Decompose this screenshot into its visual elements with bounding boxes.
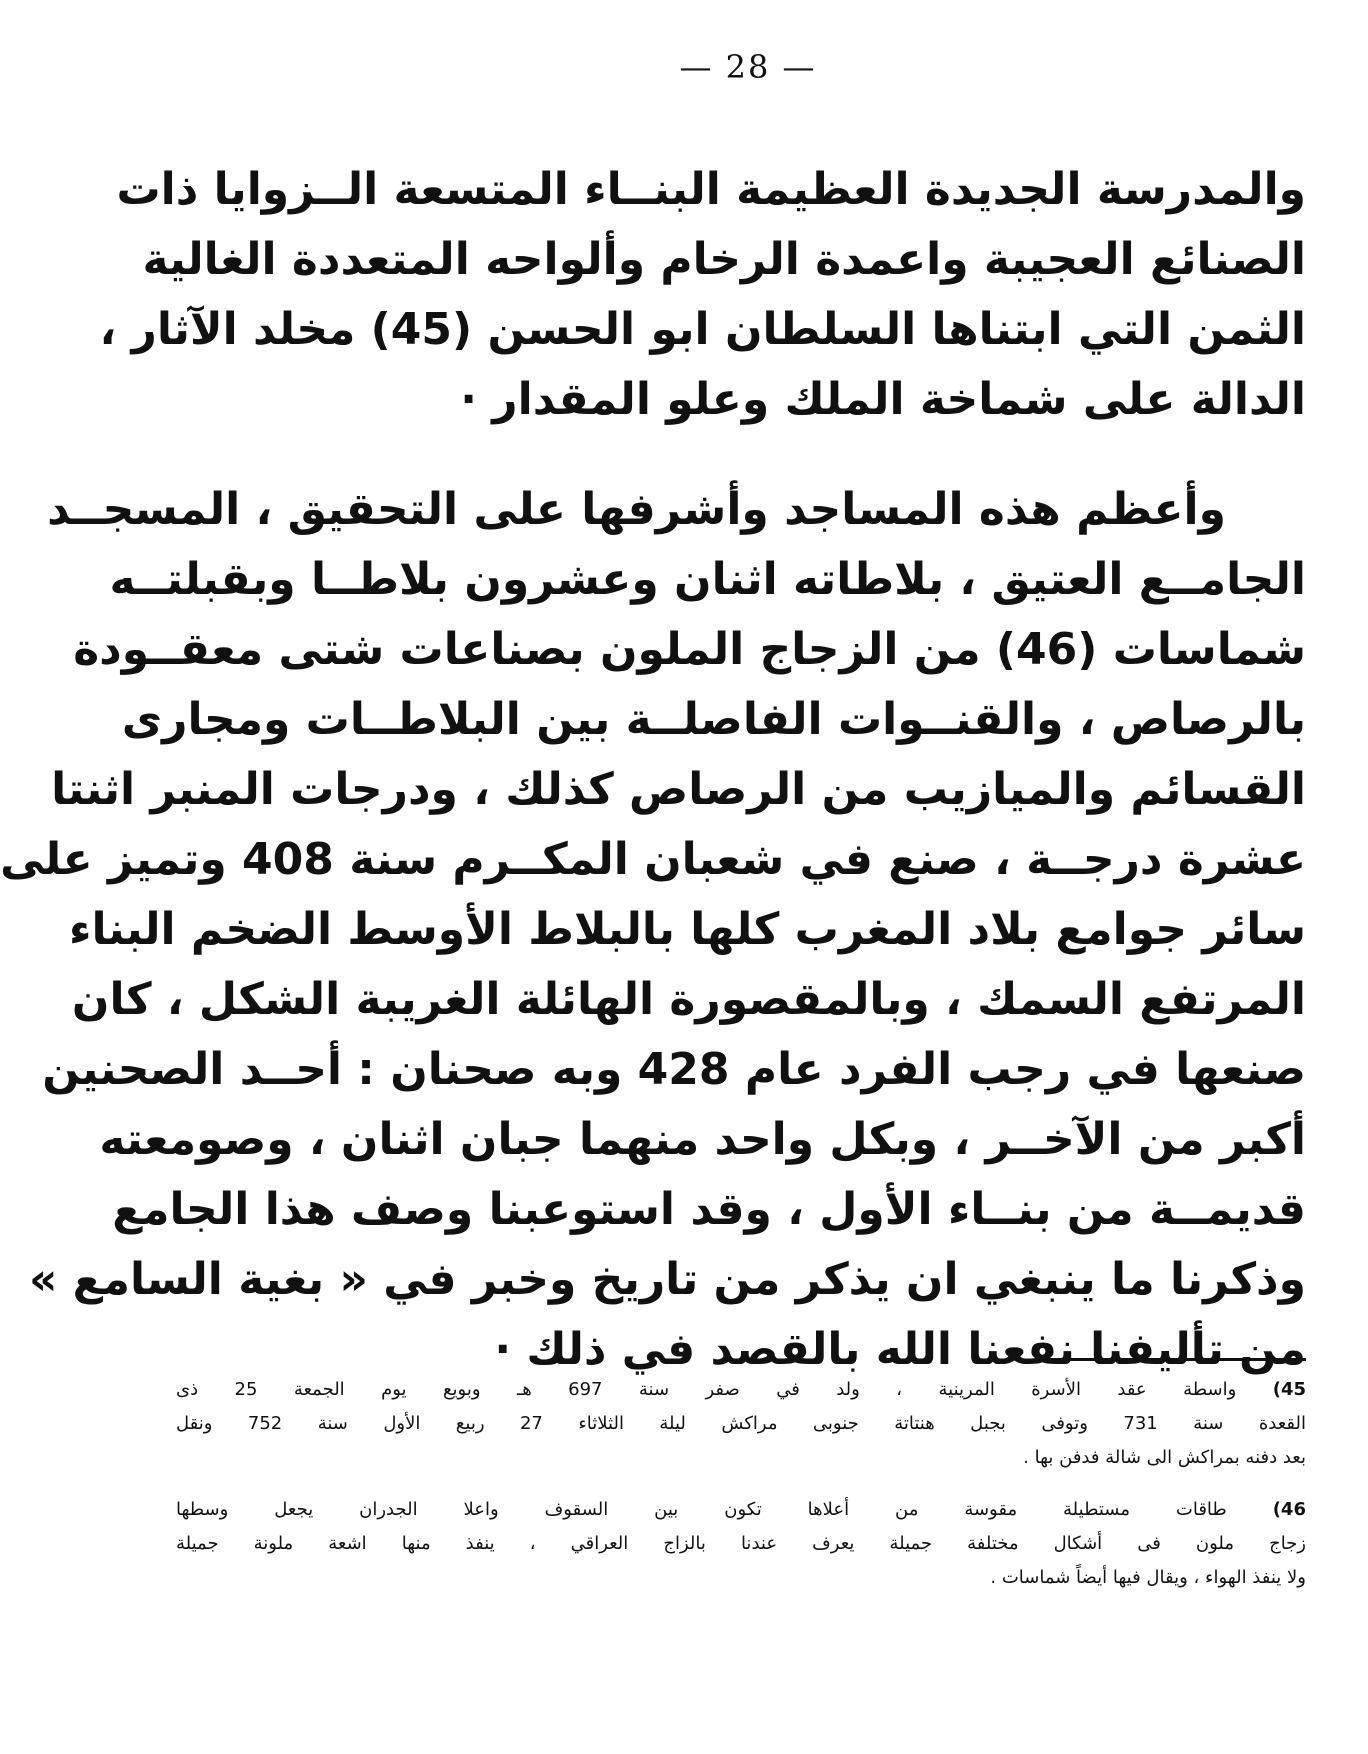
text-line: صنعها في رجب الفرد عام 428 وبه صحنان : أحــد الصحنين xyxy=(42,1044,1306,1095)
text-line: الجامــع العتيق ، بلاطاته اثنان وعشرون بلاطــا وبقبلتــه xyxy=(109,554,1306,605)
footnote-line: ولا ينفذ الهواء ، ويقال فيها أيضاً شماسات . xyxy=(990,1567,1306,1588)
footnote-line xyxy=(176,1493,1306,1527)
text-line: الثمن التي ابتناها السلطان ابو الحسن (45) مخلد الآثار ، xyxy=(99,304,1306,355)
footnote-line: بعد دفنه بمراكش الى شالة فدفن بها . xyxy=(1023,1447,1306,1468)
paragraph xyxy=(0,478,1306,1388)
text-line: القسائم والميازيب من الرصاص كذلك ، ودرجات المنبر اثنتا xyxy=(51,764,1306,815)
footnote-number: 45) xyxy=(1272,1379,1306,1400)
text-line: وأعظم هذه المساجد وأشرفها على التحقيق ، المسجــد xyxy=(47,484,1226,535)
text-line: سائر جوامع بلاد المغرب كلها بالبلاط الأوسط الضخم البناء xyxy=(69,904,1306,955)
main-text xyxy=(0,158,1306,1388)
text-line: عشرة درجــة ، صنع في شعبان المكــرم سنة 408 وتميز على xyxy=(0,834,1306,885)
text-line: وذكرنا ما ينبغي ان يذكر من تاريخ وخبر في « بغية السامع » xyxy=(28,1254,1306,1305)
text-line: المرتفع السمك ، وبالمقصورة الهائلة الغريبة الشكل ، كان xyxy=(71,974,1306,1025)
footnote-line: زجاج ملون فى أشكال مختلفة جميلة يعرف عندنا بالزاج العراقي ، ينفذ منها اشعة ملونة جميلة xyxy=(176,1533,1306,1554)
text-line: أكبر من الآخــر ، وبكل واحد منهما جبان اثنان ، وصومعته xyxy=(99,1114,1306,1165)
page-number: — 28 — xyxy=(679,48,817,86)
footnote xyxy=(176,1493,1306,1595)
footnote-line: القعدة سنة 731 وتوفى بجبل هنتاتة جنوبى مراكش ليلة الثلاثاء 27 ربيع الأول سنة 752 ونقل xyxy=(176,1413,1306,1434)
footnote-number: 46) xyxy=(1272,1499,1306,1520)
text-line: قديمــة من بنــاء الأول ، وقد استوعبنا وصف هذا الجامع xyxy=(112,1184,1306,1235)
footnote xyxy=(176,1373,1306,1475)
footnotes xyxy=(176,1373,1306,1595)
text-line: من تأليفنا نفعنا الله بالقصد في ذلك · xyxy=(494,1324,1306,1375)
paragraph-gap xyxy=(176,438,1306,478)
text-line: الدالة على شماخة الملك وعلو المقدار · xyxy=(460,374,1306,425)
text-line: والمدرسة الجديدة العظيمة البنــاء المتسعة الــزوايا ذات xyxy=(116,164,1306,215)
footnote-text: واسطة عقد الأسرة المرينية ، ولد في صفر سنة 697 هـ وبويع يوم الجمعة 25 ذى xyxy=(176,1379,1237,1400)
footnote-text: طاقات مستطيلة مقوسة من أعلاها تكون بين السقوف واعلا الجدران يجعل وسطها xyxy=(176,1499,1227,1520)
footnote-divider xyxy=(1044,1358,1306,1361)
text-line: الصنائع العجيبة واعمدة الرخام وألواحه المتعددة الغالية xyxy=(142,234,1306,285)
footnote-gap xyxy=(176,1475,1306,1493)
footnote-line xyxy=(176,1373,1306,1407)
paragraph xyxy=(99,158,1306,438)
text-line: شماسات (46) من الزجاج الملون بصناعات شتى معقــودة xyxy=(73,624,1306,675)
text-line: بالرصاص ، والقنــوات الفاصلــة بين البلاطــات ومجارى xyxy=(121,694,1306,745)
